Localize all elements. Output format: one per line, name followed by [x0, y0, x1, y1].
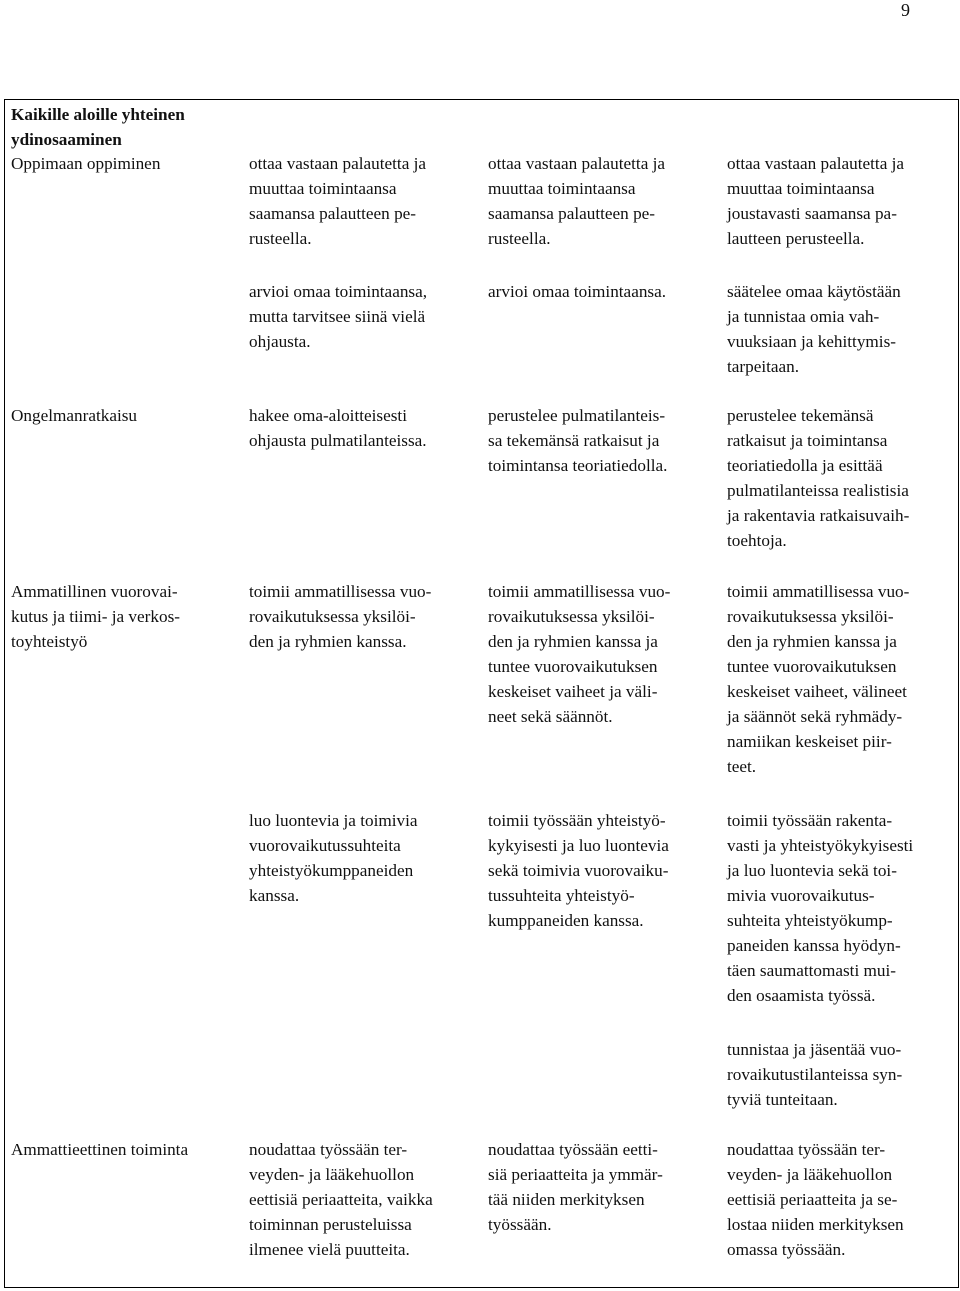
- level-3-cell: toimii ammatillisessa vuo- rovaikutuksessa yksilöi- den ja ryhmien kanssa ja tuntee vuorovaikutuksen keskeiset vaiheet, välineet ja säännöt sekä ryhmädy- namiikan keskeiset piir- teet.: [727, 582, 910, 776]
- page-number: 9: [901, 0, 910, 20]
- level-3-cell: tunnistaa ja jäsentää vuo- rovaikutustilanteissa syn- tyviä tunteitaan.: [727, 1040, 903, 1109]
- level-2-cell: noudattaa työssään eetti- siä periaatteita ja ymmär- tää niiden merkityksen työssään.: [488, 1140, 663, 1234]
- row-category: Ammattieettinen toiminta: [11, 1140, 189, 1159]
- table-header-line2: ydinosaaminen: [11, 130, 122, 149]
- level-1-cell: ottaa vastaan palautetta ja muuttaa toimintaansa saamansa palautteen pe- rusteella.: [249, 154, 427, 248]
- level-3-cell: perustelee tekemänsä ratkaisut ja toimintansa teoriatiedolla ja esittää pulmatilanteissa realistisia ja rakentavia ratkaisuvaih- toehtoja.: [727, 406, 910, 550]
- level-3-cell: säätelee omaa käytöstään ja tunnistaa omia vah- vuuksiaan ja kehittymis- tarpeitaan.: [727, 282, 901, 376]
- row-category: Ammatillinen vuorovai- kutus ja tiimi- ja verkos- toyhteistyö: [11, 582, 180, 651]
- level-2-cell: perustelee pulmatilanteis- sa tekemänsä ratkaisut ja toimintansa teoriatiedolla.: [488, 406, 668, 475]
- level-2-cell: toimii ammatillisessa vuo- rovaikutuksessa yksilöi- den ja ryhmien kanssa ja tuntee vuorovaikutuksen keskeiset vaiheet ja väli- neet sekä säännöt.: [488, 582, 671, 726]
- level-2-cell: ottaa vastaan palautetta ja muuttaa toimintaansa saamansa palautteen pe- rusteella.: [488, 154, 666, 248]
- level-3-cell: ottaa vastaan palautetta ja muuttaa toimintaansa joustavasti saamansa pa- lautteen perusteella.: [727, 154, 905, 248]
- level-1-cell: arvioi omaa toimintaansa, mutta tarvitsee siinä vielä ohjausta.: [249, 282, 428, 351]
- competence-table: [4, 99, 959, 1288]
- level-2-cell: arvioi omaa toimintaansa.: [488, 282, 667, 301]
- level-3-cell: noudattaa työssään ter- veyden- ja lääkehuollon eettisiä periaatteita ja se- lostaa niiden merkityksen omassa työssään.: [727, 1140, 904, 1259]
- row-category: Ongelmanratkaisu: [11, 406, 138, 425]
- table-header-line1: Kaikille aloille yhteinen: [11, 105, 185, 124]
- level-1-cell: hakee oma-aloitteisesti ohjausta pulmatilanteissa.: [249, 406, 427, 450]
- level-1-cell: luo luontevia ja toimivia vuorovaikutussuhteita yhteistyökumppaneiden kanssa.: [249, 811, 418, 905]
- row-category: Oppimaan oppiminen: [11, 154, 161, 173]
- level-1-cell: toimii ammatillisessa vuo- rovaikutuksessa yksilöi- den ja ryhmien kanssa.: [249, 582, 432, 651]
- level-2-cell: toimii työssään yhteistyö- kykyisesti ja luo luontevia sekä toimivia vuorovaiku- tussuhteita yhteistyö- kumppaneiden kanssa.: [488, 811, 669, 930]
- level-1-cell: noudattaa työssään ter- veyden- ja lääkehuollon eettisiä periaatteita, vaikka toiminnan perusteluissa ilmenee vielä puutteita.: [249, 1140, 433, 1259]
- level-3-cell: toimii työssään rakenta- vasti ja yhteistyökykyisesti ja luo luontevia sekä toi- mivia vuorovaikutus- suhteita yhteistyökump- paneiden kanssa hyödyn- täen saumattomasti mui- den osaamista työssä.: [727, 811, 914, 1005]
